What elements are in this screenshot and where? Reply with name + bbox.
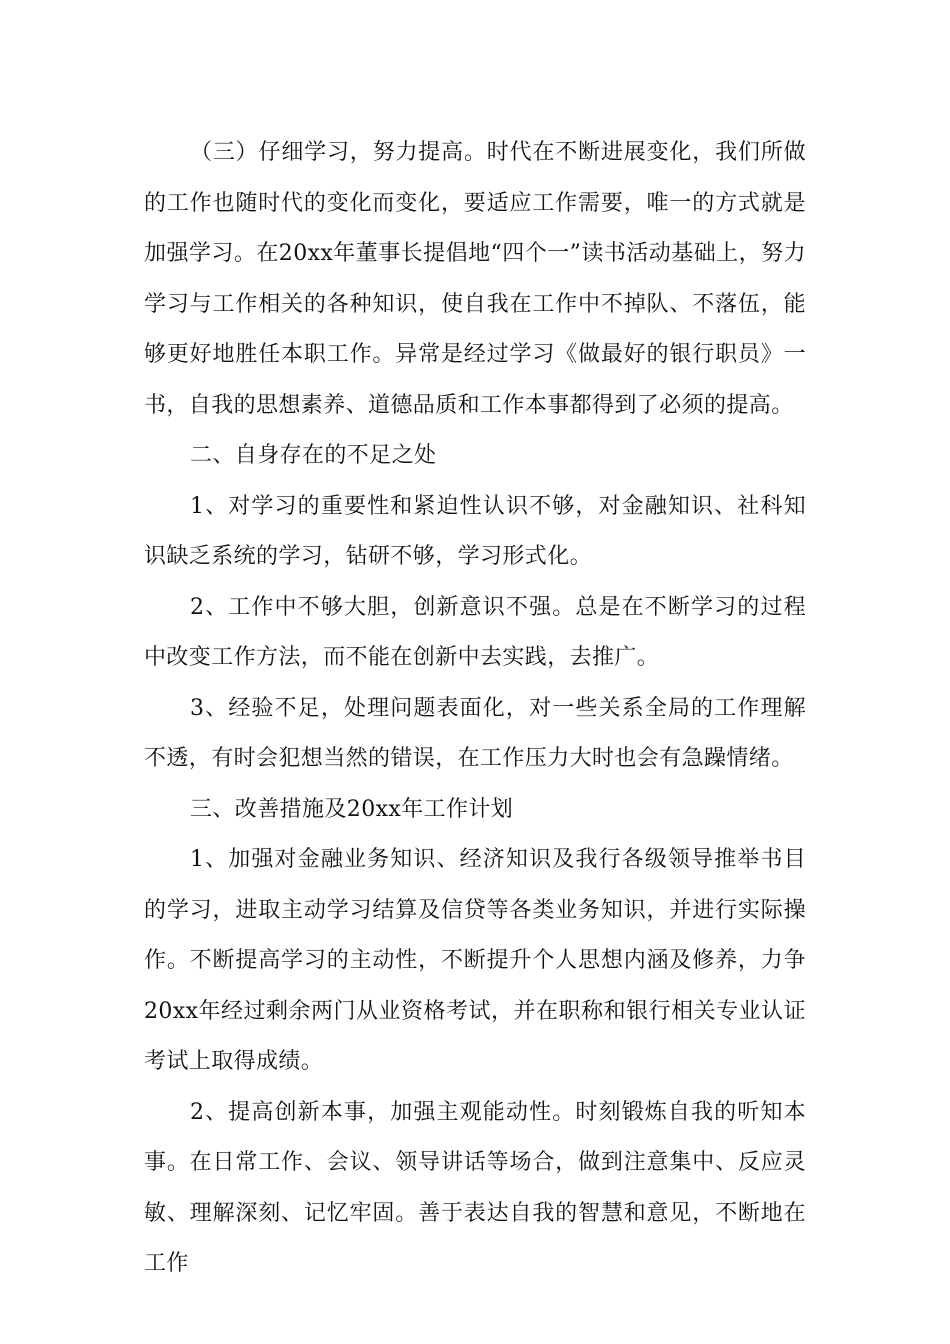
paragraph-shortcoming-1: 1、对学习的重要性和紧迫性认识不够，对金融知识、社科知识缺乏系统的学习，钻研不够，学习形式化。 xyxy=(144,493,806,569)
paragraph-study-improve: （三）仔细学习，努力提高。时代在不断进展变化，我们所做的工作也随时代的变化而变化，要适应工作需要，唯一的方式就是加强学习。在20xx年董事长提倡地“四个一”读书活动基础上，努力学习与工作相关的各种知识，使自我在工作中不掉队、不落伍，能够更好地胜任本职工作。异常是经过学习《做最好的银行职员》一书，自我的思想素养、道德品质和工作本事都得到了必须的提高。 xyxy=(144,140,806,418)
paragraph-shortcoming-2: 2、工作中不够大胆，创新意识不强。总是在不断学习的过程中改变工作方法，而不能在创新中去实践，去推广。 xyxy=(144,594,806,670)
paragraph-plan-1: 1、加强对金融业务知识、经济知识及我行各级领导推举书目的学习，进取主动学习结算及信贷等各类业务知识，并进行实际操作。不断提高学习的主动性，不断提升个人思想内涵及修养，力争20xx年经过剩余两门从业资格考试，并在职称和银行相关专业认证考试上取得成绩。 xyxy=(144,847,806,1074)
paragraph-shortcoming-3: 3、经验不足，处理问题表面化，对一些关系全局的工作理解不透，有时会犯想当然的错误，在工作压力大时也会有急躁情绪。 xyxy=(144,695,806,771)
paragraph-plan-2: 2、提高创新本事，加强主观能动性。时刻锻炼自我的听知本事。在日常工作、会议、领导讲话等场合，做到注意集中、反应灵敏、理解深刻、记忆牢固。善于表达自我的智慧和意见，不断地在工作 xyxy=(144,1099,806,1276)
heading-improvement-plan: 三、改善措施及20xx年工作计划 xyxy=(190,796,514,822)
heading-shortcomings: 二、自身存在的不足之处 xyxy=(190,443,437,468)
document-body xyxy=(144,128,806,1290)
